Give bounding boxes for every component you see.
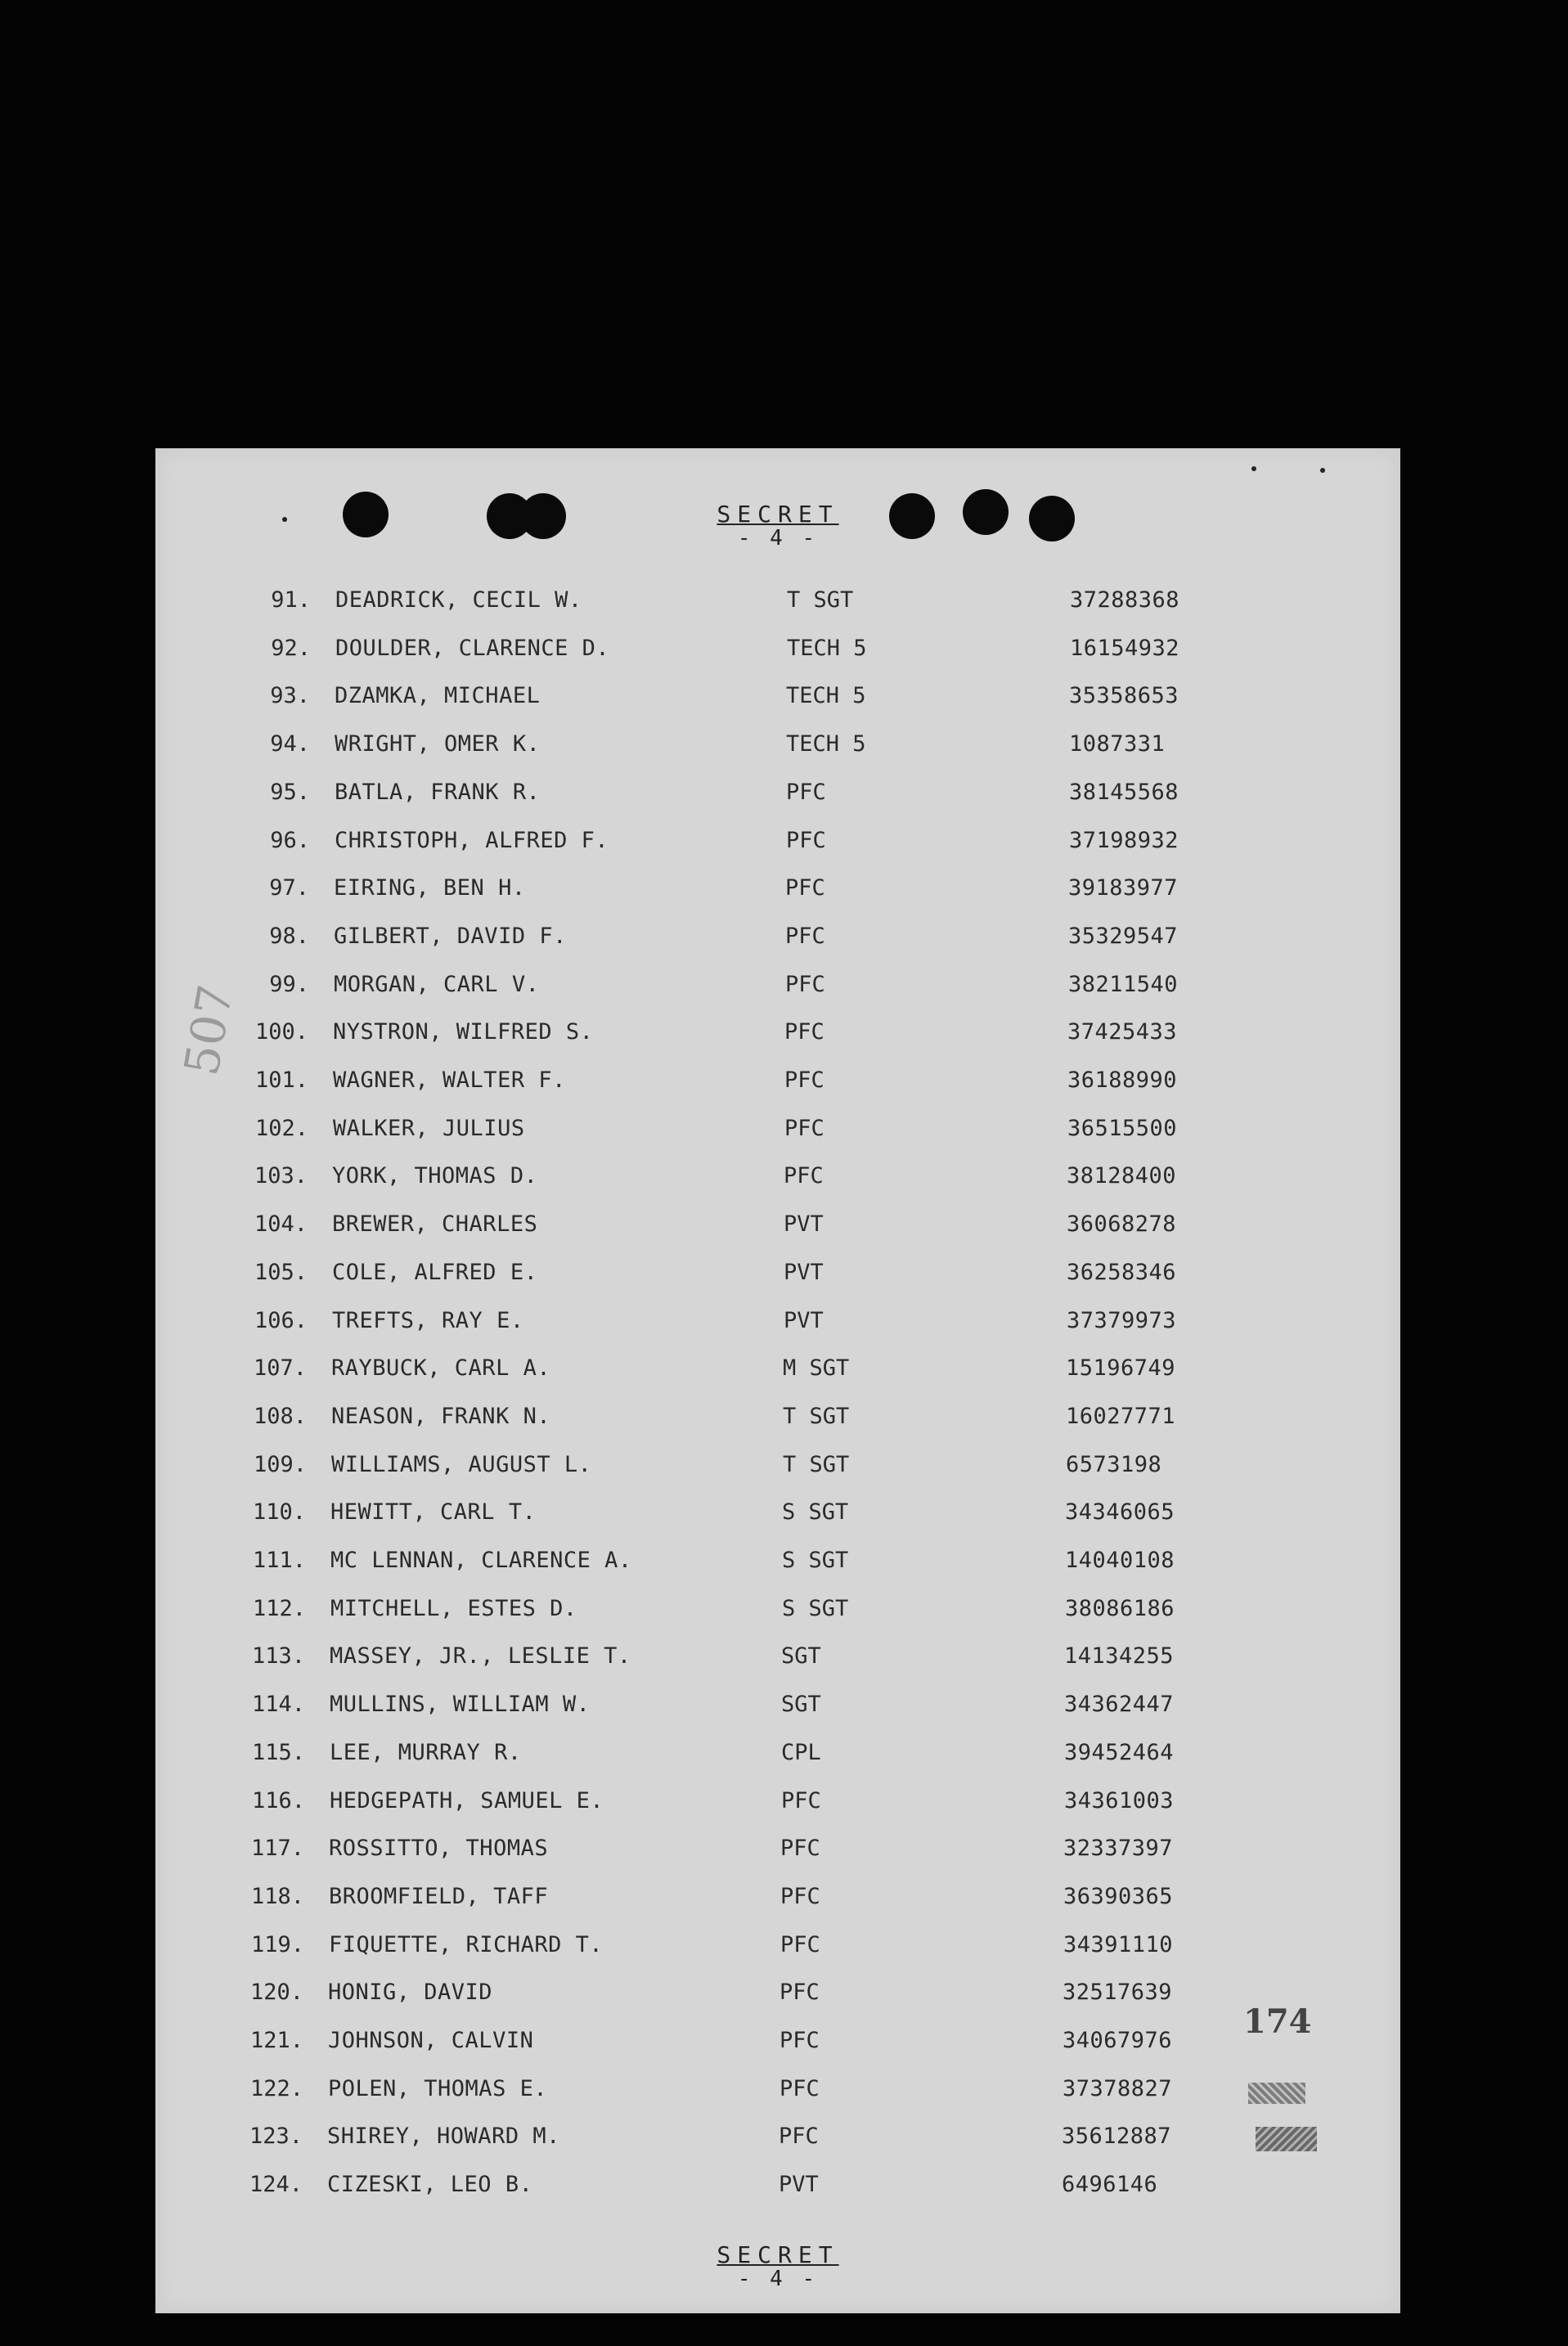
roster-name: RAYBUCK, CARL A. [331, 1355, 551, 1382]
roster-serial: 1087331 [1069, 731, 1166, 757]
roster-rank: PFC [785, 875, 825, 901]
roster-number: 112. [252, 1595, 306, 1621]
roster-name: MULLINS, WILLIAM W. [330, 1692, 591, 1718]
roster-number: 93. [270, 683, 310, 709]
roster-name: CIZESKI, LEO B. [327, 2172, 533, 2198]
roster-name: ROSSITTO, THOMAS [329, 1836, 549, 1862]
roster-serial: 36258346 [1067, 1259, 1177, 1285]
roster-row [0, 875, 1568, 908]
roster-number: 114. [251, 1692, 305, 1718]
roster-number: 95. [270, 779, 310, 805]
roster-row [0, 1932, 1568, 1965]
roster-serial: 35612887 [1062, 2124, 1172, 2150]
roster-rank: PVT [779, 2172, 819, 2198]
roster-name: DOULDER, CLARENCE D. [335, 635, 610, 661]
roster-name: POLEN, THOMAS E. [328, 2075, 548, 2101]
roster-serial: 36390365 [1063, 1883, 1174, 1909]
roster-rank: PFC [780, 1836, 820, 1862]
roster-number: 110. [252, 1499, 306, 1526]
roster-rank: PFC [786, 779, 826, 805]
roster-serial: 38128400 [1067, 1163, 1177, 1189]
roster-number: 117. [250, 1836, 304, 1862]
roster-rank: PFC [780, 2028, 820, 2053]
roster-row [0, 1452, 1568, 1485]
roster-number: 99. [269, 971, 309, 997]
classification-label: SECRET [717, 501, 839, 528]
roster-serial: 38145568 [1069, 779, 1179, 805]
roster-number: 107. [253, 1355, 307, 1382]
roster-number: 98. [269, 923, 309, 949]
roster-number: 109. [253, 1451, 307, 1477]
roster-row [0, 1692, 1568, 1724]
roster-number: 120. [249, 1980, 303, 2006]
roster-number: 118. [250, 1883, 304, 1909]
roster-name: CHRISTOPH, ALFRED F. [335, 827, 609, 853]
roster-name: DEADRICK, CECIL W. [335, 587, 582, 613]
roster-name: JOHNSON, CALVIN [328, 2028, 534, 2053]
roster-serial: 36188990 [1067, 1067, 1178, 1093]
roster-name: HONIG, DAVID [328, 1980, 493, 2006]
speck [1320, 468, 1325, 473]
roster-serial: 34361003 [1064, 1787, 1175, 1813]
roster-rank: PFC [781, 1787, 821, 1813]
roster-rank: PVT [784, 1307, 824, 1333]
roster-serial: 14134255 [1064, 1643, 1175, 1670]
page-footer [155, 2241, 1400, 2291]
roster-number: 111. [252, 1548, 306, 1573]
roster-row [0, 1355, 1568, 1388]
roster-row [0, 1836, 1568, 1868]
roster-number: 100. [254, 1019, 308, 1045]
roster-name: BREWER, CHARLES [332, 1211, 538, 1238]
roster-row [0, 2172, 1568, 2204]
roster-row [0, 2076, 1568, 2109]
roster-row [0, 1067, 1568, 1100]
roster-name: WILLIAMS, AUGUST L. [331, 1451, 592, 1477]
footer-page-number: - 4 - [737, 2267, 819, 2291]
roster-rank: PFC [779, 2124, 819, 2150]
roster-row [0, 1019, 1568, 1052]
roster-rank: PVT [784, 1211, 824, 1238]
roster-number: 119. [250, 1931, 304, 1957]
roster-rank: T SGT [783, 1403, 850, 1429]
roster-serial: 39452464 [1064, 1739, 1175, 1765]
roster-row [0, 828, 1568, 861]
roster-name: EIRING, BEN H. [334, 875, 526, 901]
roster-serial: 36068278 [1067, 1211, 1177, 1238]
roster-serial: 15196749 [1066, 1355, 1176, 1382]
roster-row [0, 587, 1568, 620]
roster-serial: 37378827 [1063, 2075, 1173, 2101]
roster-rank: TECH 5 [786, 731, 866, 757]
roster-number: 106. [254, 1307, 308, 1333]
roster-rank: PFC [785, 971, 825, 997]
roster-serial: 38211540 [1068, 971, 1179, 997]
roster-rank: SGT [781, 1643, 821, 1670]
roster-rank: PVT [784, 1259, 824, 1285]
roster-serial: 6496146 [1062, 2172, 1158, 2198]
roster-rank: S SGT [782, 1595, 849, 1621]
roster-row [0, 2124, 1568, 2156]
roster-rank: PFC [784, 1019, 824, 1045]
roster-rank: PFC [780, 1931, 820, 1957]
roster-name: WRIGHT, OMER K. [335, 731, 541, 757]
roster-serial: 35358653 [1069, 683, 1179, 709]
roster-row [0, 1163, 1568, 1196]
roster-serial: 34362447 [1064, 1692, 1175, 1718]
roster-rank: S SGT [782, 1499, 849, 1526]
roster-row [0, 972, 1568, 1004]
roster-rank: PFC [784, 1163, 824, 1189]
roster-number: 116. [251, 1787, 305, 1813]
folio-stamp: 174 [1243, 2002, 1312, 2041]
roster-serial: 34346065 [1065, 1499, 1175, 1526]
roster-rank: PFC [784, 1067, 824, 1093]
roster-number: 108. [253, 1403, 307, 1429]
roster-name: BROOMFIELD, TAFF [329, 1883, 549, 1909]
roster-name: MORGAN, CARL V. [334, 971, 540, 997]
roster-row [0, 1980, 1568, 2012]
roster-serial: 37379973 [1067, 1307, 1177, 1333]
roster-rank: T SGT [783, 1451, 850, 1477]
roster-name: NYSTRON, WILFRED S. [333, 1019, 594, 1045]
roster-number: 102. [254, 1115, 308, 1141]
roster-number: 124. [249, 2172, 303, 2198]
margin-handwritten-note: 507 [173, 980, 245, 1080]
roster-number: 123. [249, 2124, 303, 2150]
roster-name: TREFTS, RAY E. [332, 1307, 524, 1333]
roster-serial: 38086186 [1065, 1595, 1175, 1621]
roster-name: GILBERT, DAVID F. [334, 923, 567, 949]
roster-rank: M SGT [783, 1355, 850, 1382]
roster-name: BATLA, FRANK R. [335, 779, 541, 805]
roster-serial: 6573198 [1066, 1451, 1162, 1477]
roster-rank: PFC [784, 1115, 824, 1141]
roster-rank: T SGT [787, 587, 854, 613]
roster-rank: CPL [781, 1739, 821, 1765]
roster-serial: 37198932 [1069, 827, 1179, 853]
roster-row [0, 731, 1568, 764]
roster-name: LEE, MURRAY R. [330, 1739, 522, 1765]
roster-number: 113. [251, 1643, 305, 1670]
roster-serial: 37288368 [1070, 587, 1180, 613]
roster-name: MASSEY, JR., LESLIE T. [330, 1643, 631, 1670]
footer-classification-label: SECRET [717, 2241, 839, 2268]
roster-name: MITCHELL, ESTES D. [330, 1595, 577, 1621]
roster-serial: 34391110 [1063, 1931, 1174, 1957]
roster-number: 94. [270, 731, 310, 757]
roster-name: WALKER, JULIUS [333, 1115, 525, 1141]
roster-rank: PFC [785, 923, 825, 949]
roster-row [0, 1884, 1568, 1917]
roster-name: HEWITT, CARL T. [330, 1499, 537, 1526]
roster-name: WAGNER, WALTER F. [333, 1067, 566, 1093]
roster-row [0, 2028, 1568, 2061]
roster-rank: TECH 5 [786, 683, 866, 709]
page-header [155, 501, 1400, 551]
roster-name: DZAMKA, MICHAEL [335, 683, 541, 709]
roster-number: 104. [254, 1211, 308, 1238]
roster-serial: 14040108 [1065, 1548, 1175, 1573]
roster-number: 115. [251, 1739, 305, 1765]
roster-name: MC LENNAN, CLARENCE A. [330, 1548, 632, 1573]
roster-row [0, 683, 1568, 716]
page-number: - 4 - [737, 526, 819, 551]
roster-name: YORK, THOMAS D. [332, 1163, 538, 1189]
roster-row [0, 1499, 1568, 1532]
roster-serial: 16154932 [1070, 635, 1180, 661]
roster-number: 122. [249, 2075, 303, 2101]
speck [1251, 466, 1256, 471]
roster-number: 92. [271, 635, 311, 661]
roster-rank: PFC [786, 827, 826, 853]
roster-number: 121. [249, 2028, 303, 2053]
roster-rank: SGT [781, 1692, 821, 1718]
roster-name: SHIREY, HOWARD M. [327, 2124, 560, 2150]
roster-rank: PFC [780, 1980, 820, 2006]
roster-serial: 35329547 [1068, 923, 1179, 949]
roster-rank: TECH 5 [787, 635, 867, 661]
roster-number: 103. [254, 1163, 308, 1189]
roster-row [0, 924, 1568, 956]
roster-rank: S SGT [782, 1548, 849, 1573]
roster-row [0, 1211, 1568, 1244]
roster-row [0, 1260, 1568, 1292]
roster-serial: 32337397 [1063, 1836, 1174, 1862]
roster-name: FIQUETTE, RICHARD T. [329, 1931, 604, 1957]
roster-number: 91. [271, 587, 311, 613]
roster-name: HEDGEPATH, SAMUEL E. [330, 1787, 604, 1813]
roster-number: 97. [269, 875, 309, 901]
roster-serial: 36515500 [1067, 1115, 1178, 1141]
roster-row [0, 780, 1568, 812]
roster-number: 101. [254, 1067, 308, 1093]
roster-row [0, 1788, 1568, 1821]
roster-serial: 32517639 [1063, 1980, 1173, 2006]
roster-row [0, 1740, 1568, 1773]
roster-serial: 34067976 [1063, 2028, 1173, 2053]
roster-number: 105. [254, 1259, 308, 1285]
roster-row [0, 636, 1568, 668]
roster-rank: PFC [780, 1883, 820, 1909]
roster-row [0, 1548, 1568, 1580]
roster-name: NEASON, FRANK N. [331, 1403, 551, 1429]
roster-rank: PFC [780, 2075, 820, 2101]
roster-name: COLE, ALFRED E. [332, 1259, 538, 1285]
roster-serial: 16027771 [1066, 1403, 1176, 1429]
roster-serial: 39183977 [1068, 875, 1179, 901]
roster-row [0, 1643, 1568, 1676]
roster-row [0, 1116, 1568, 1148]
roster-row [0, 1308, 1568, 1341]
roster-row [0, 1404, 1568, 1436]
roster-serial: 37425433 [1067, 1019, 1178, 1045]
roster-row [0, 1596, 1568, 1629]
roster-number: 96. [270, 827, 310, 853]
